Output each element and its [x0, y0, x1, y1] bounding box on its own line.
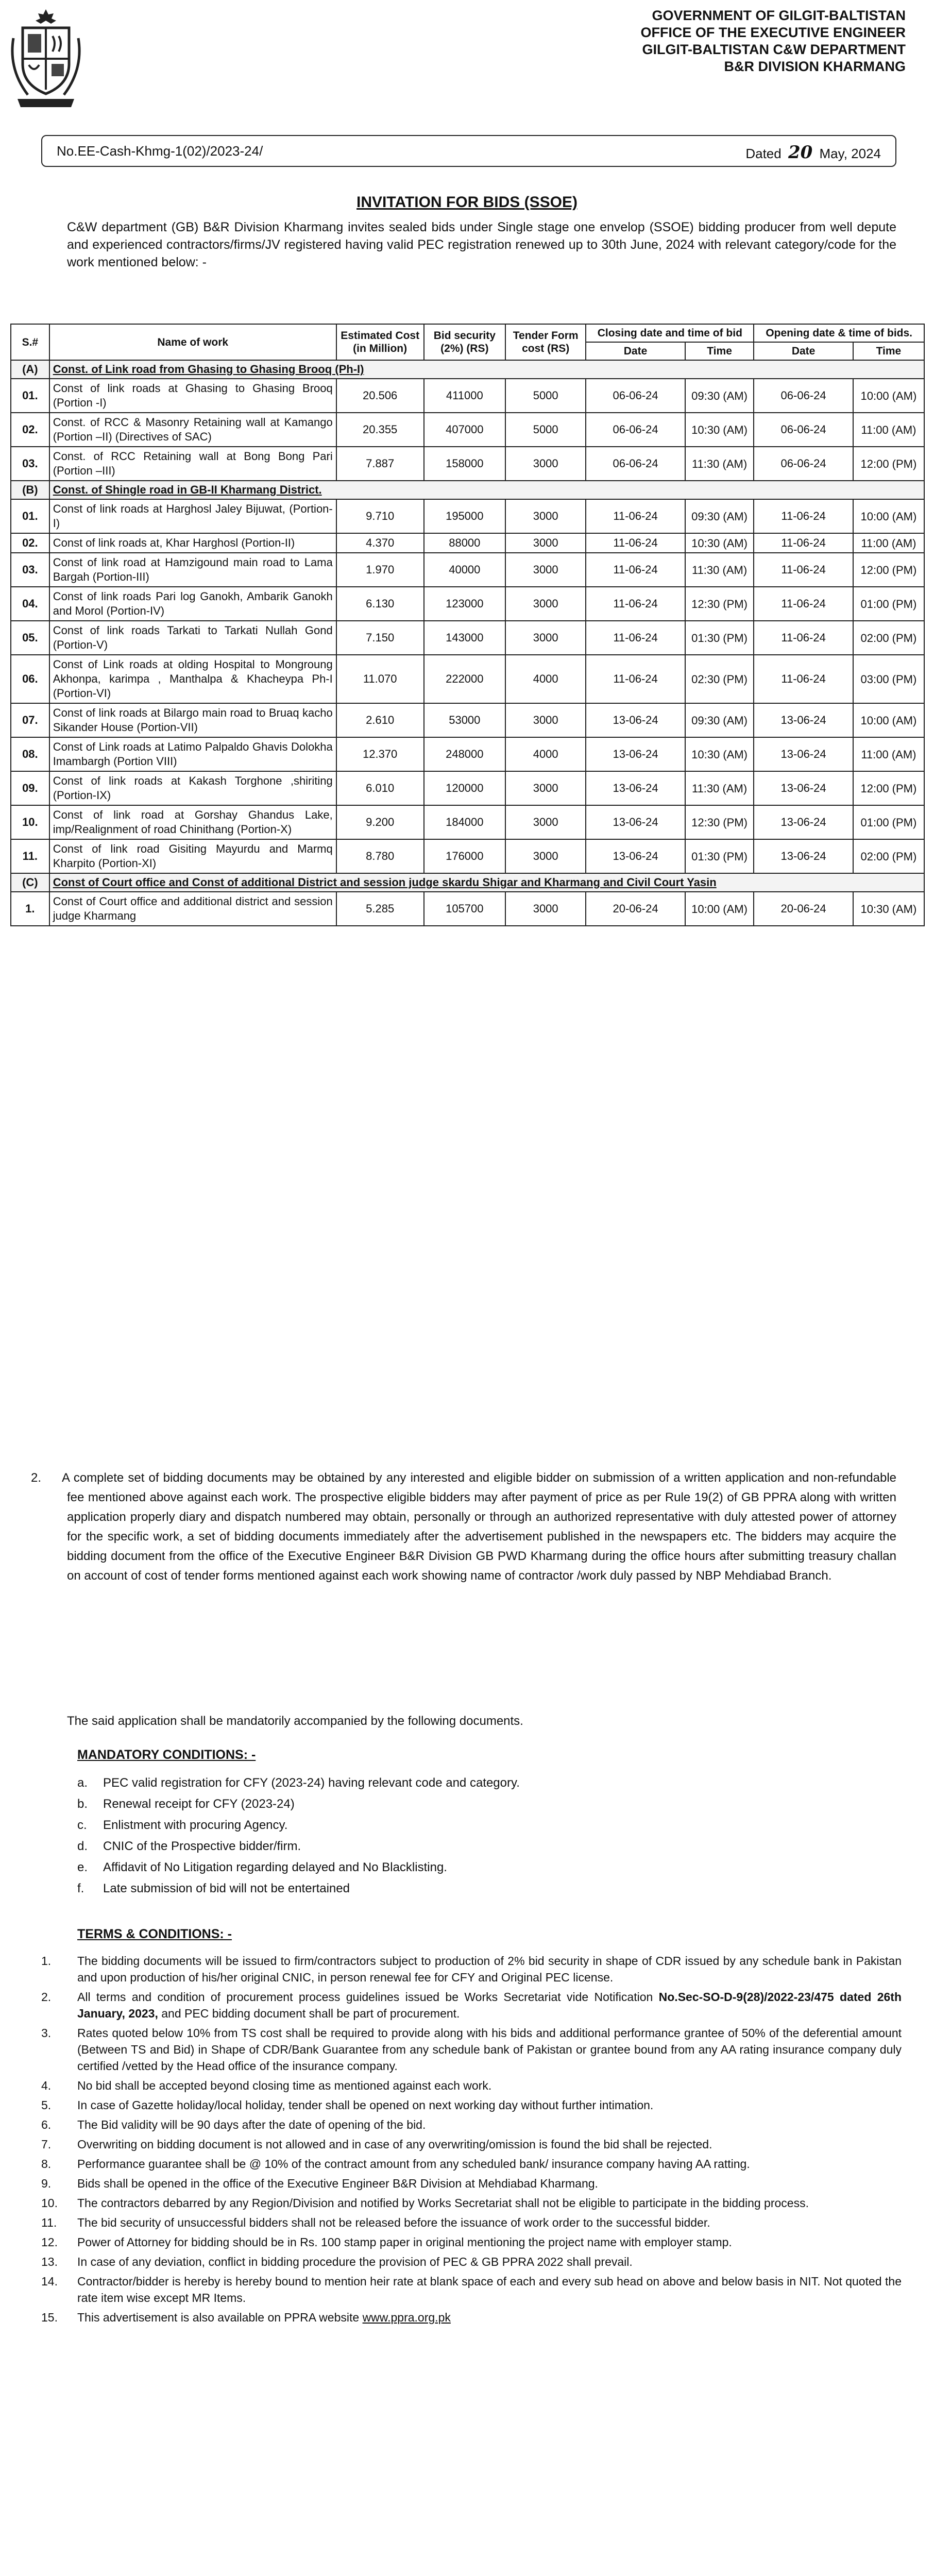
term-item	[41, 1953, 902, 1986]
term-text: The contractors debarred by any Region/Division and notified by Works Secretariat shall not be eligible to participate in the bidding process.	[77, 2196, 809, 2210]
cell-closing-time: 01:30 (PM)	[685, 839, 754, 873]
term-item	[41, 2234, 902, 2250]
list-item-text: Enlistment with procuring Agency.	[103, 1818, 288, 1832]
cell-cost: 5.285	[336, 892, 424, 926]
table-row	[11, 771, 924, 805]
term-text: In case of any deviation, conflict in bidding procedure the provision of PEC & GB PPRA 2022 shall prevail.	[77, 2255, 633, 2268]
list-item-marker: d.	[77, 1839, 88, 1853]
term-item	[41, 2077, 902, 2094]
term-number: 12.	[41, 2235, 58, 2249]
term-item	[41, 2214, 902, 2231]
cell-opening-time: 11:00 (AM)	[853, 737, 924, 771]
term-text-pre: This advertisement is also available on PPRA website	[77, 2311, 363, 2324]
govt-line: GOVERNMENT OF GILGIT-BALTISTAN	[652, 8, 906, 23]
cell-closing-date: 06-06-24	[586, 379, 685, 413]
table-row	[11, 737, 924, 771]
cell-opening-date: 13-06-24	[754, 737, 853, 771]
cell-fee: 3000	[505, 499, 586, 533]
cell-opening-time: 10:00 (AM)	[853, 703, 924, 737]
term-text: In case of Gazette holiday/local holiday, tender shall be opened on next working day without further intimation.	[77, 2098, 654, 2112]
office-line: OFFICE OF THE EXECUTIVE ENGINEER	[640, 25, 906, 40]
cell-opening-date: 13-06-24	[754, 805, 853, 839]
cell-work-name: Const of link roads Pari log Ganokh, Ambarik Ganokh and Morol (Portion-IV)	[49, 587, 336, 621]
paragraph-2-text: A complete set of bidding documents may be obtained by any interested and eligible bidder on submission of a written application and non-refundable fee mentioned above against each work. The prospective eligible bidders may after payment of price as per Rule 19(2) of GB PPRA along with written application properly diary and dispatch numbered may obtain, personally or through an authorized representative with duly attested power of attorney for the specific work, a set of bidding documents immediately after the advertisement published in the newspapers etc. The bidders may acquire the bidding document from the office of the Executive Engineer B&R Division GB PWD Kharmang during the office hours after submitting treasury challan on account of cost of tender forms mentioned against each work showing name of contractor /work duly passed by NBP Mehdiabad Branch.	[62, 1471, 896, 1583]
cell-security: 195000	[424, 499, 506, 533]
table-row	[11, 805, 924, 839]
dated-month-year: May, 2024	[819, 146, 881, 161]
cell-closing-time: 01:30 (PM)	[685, 621, 754, 655]
term-text: Overwriting on bidding document is not allowed and in case of any overwriting/omission is found the bid shall be rejected.	[77, 2138, 712, 2151]
cell-closing-date: 20-06-24	[586, 892, 685, 926]
cell-cost: 7.887	[336, 447, 424, 481]
cell-opening-time: 10:30 (AM)	[853, 892, 924, 926]
cell-closing-date: 11-06-24	[586, 533, 685, 553]
col-closing-time: Time	[685, 342, 754, 360]
cell-closing-date: 11-06-24	[586, 499, 685, 533]
cell-closing-date: 13-06-24	[586, 805, 685, 839]
cell-sno: 11.	[11, 839, 49, 873]
term-number: 7.	[41, 2138, 52, 2151]
cell-opening-time: 01:00 (PM)	[853, 587, 924, 621]
cell-work-name: Const of Link roads at olding Hospital to Mongroung Akhonpa, karimpa , Manthalpa & Khacheypa Ph-I (Portion-VI)	[49, 655, 336, 703]
cell-cost: 11.070	[336, 655, 424, 703]
cell-closing-time: 11:30 (AM)	[685, 771, 754, 805]
cell-work-name: Const. of RCC & Masonry Retaining wall at Kamango (Portion –II) (Directives of SAC)	[49, 413, 336, 447]
cell-sno: 05.	[11, 621, 49, 655]
cell-security: 143000	[424, 621, 506, 655]
term-number: 4.	[41, 2079, 52, 2092]
cell-opening-date: 06-06-24	[754, 379, 853, 413]
cell-sno: 03.	[11, 447, 49, 481]
cell-opening-date: 11-06-24	[754, 655, 853, 703]
cell-security: 222000	[424, 655, 506, 703]
cell-opening-time: 12:00 (PM)	[853, 553, 924, 587]
col-fee: Tender Form cost (RS)	[505, 324, 586, 360]
cell-closing-time: 10:30 (AM)	[685, 737, 754, 771]
cell-work-name: Const. of RCC Retaining wall at Bong Bong Pari (Portion –III)	[49, 447, 336, 481]
term-item	[41, 2253, 902, 2270]
term-text	[77, 2309, 902, 2326]
division-line: B&R DIVISION KHARMANG	[724, 59, 906, 74]
cell-closing-date: 11-06-24	[586, 553, 685, 587]
cell-closing-time: 10:30 (AM)	[685, 413, 754, 447]
works-table	[10, 324, 925, 926]
section-row	[11, 481, 924, 499]
cell-fee: 5000	[505, 413, 586, 447]
term-item	[41, 2309, 902, 2326]
cell-cost: 4.370	[336, 533, 424, 553]
works-table-body	[11, 360, 924, 926]
state-emblem-icon	[7, 7, 84, 110]
cell-security: 158000	[424, 447, 506, 481]
cell-fee: 3000	[505, 892, 586, 926]
term-item	[41, 2025, 902, 2074]
term-item	[41, 2195, 902, 2211]
cell-fee: 3000	[505, 553, 586, 587]
cell-opening-date: 11-06-24	[754, 553, 853, 587]
cell-closing-time: 10:00 (AM)	[685, 892, 754, 926]
date-line	[745, 142, 881, 163]
list-item	[77, 1878, 902, 1899]
cell-sno: 01.	[11, 499, 49, 533]
cell-closing-date: 11-06-24	[586, 587, 685, 621]
cell-closing-time: 11:30 (AM)	[685, 553, 754, 587]
cell-security: 411000	[424, 379, 506, 413]
cell-fee: 3000	[505, 839, 586, 873]
office-heading	[640, 7, 906, 75]
cell-closing-date: 06-06-24	[586, 413, 685, 447]
cell-sno: 1.	[11, 892, 49, 926]
cell-opening-date: 20-06-24	[754, 892, 853, 926]
cell-security: 105700	[424, 892, 506, 926]
list-item-text: CNIC of the Prospective bidder/firm.	[103, 1839, 301, 1853]
cell-sno: 08.	[11, 737, 49, 771]
section-label: (C)	[11, 873, 49, 892]
section-label: (B)	[11, 481, 49, 499]
term-number: 13.	[41, 2255, 58, 2268]
term-number: 2.	[41, 1990, 52, 2004]
cell-opening-time: 12:00 (PM)	[853, 771, 924, 805]
cell-security: 248000	[424, 737, 506, 771]
term-text: The bid security of unsuccessful bidders shall not be released before the issuance of work order to the successful bidder.	[77, 2216, 710, 2229]
cell-closing-date: 13-06-24	[586, 737, 685, 771]
cell-fee: 3000	[505, 533, 586, 553]
cell-cost: 12.370	[336, 737, 424, 771]
cell-opening-date: 06-06-24	[754, 447, 853, 481]
cell-cost: 20.506	[336, 379, 424, 413]
list-item-text: PEC valid registration for CFY (2023-24) having relevant code and category.	[103, 1776, 520, 1790]
cell-opening-time: 10:00 (AM)	[853, 379, 924, 413]
cell-fee: 4000	[505, 737, 586, 771]
table-row	[11, 447, 924, 481]
term-item	[41, 2136, 902, 2153]
terms-list	[41, 1953, 902, 2329]
list-item-marker: f.	[77, 1882, 84, 1895]
cell-opening-date: 11-06-24	[754, 499, 853, 533]
list-item-marker: e.	[77, 1860, 88, 1874]
term-item	[41, 2116, 902, 2133]
cell-closing-time: 12:30 (PM)	[685, 805, 754, 839]
cell-fee: 3000	[505, 621, 586, 655]
cell-fee: 3000	[505, 447, 586, 481]
term-item	[41, 2273, 902, 2306]
mandatory-heading: MANDATORY CONDITIONS: -	[77, 1748, 256, 1762]
table-row	[11, 892, 924, 926]
cell-security: 120000	[424, 771, 506, 805]
ppra-website-link[interactable]: www.ppra.org.pk	[362, 2311, 451, 2324]
table-row	[11, 379, 924, 413]
cell-work-name: Const of link roads at Ghasing to Ghasing Brooq (Portion -I)	[49, 379, 336, 413]
list-item-text: Affidavit of No Litigation regarding delayed and No Blacklisting.	[103, 1860, 447, 1874]
cell-opening-date: 11-06-24	[754, 587, 853, 621]
cell-fee: 5000	[505, 379, 586, 413]
cell-work-name: Const of link road Gisiting Mayurdu and Marmq Kharpito (Portion-XI)	[49, 839, 336, 873]
paragraph-2-number: 2.	[31, 1471, 42, 1485]
term-item	[41, 1989, 902, 2022]
list-item-text: Late submission of bid will not be entertained	[103, 1882, 350, 1895]
term-number: 5.	[41, 2098, 52, 2112]
cell-closing-date: 13-06-24	[586, 839, 685, 873]
table-row	[11, 839, 924, 873]
cell-opening-date: 13-06-24	[754, 839, 853, 873]
table-row	[11, 703, 924, 737]
cell-security: 184000	[424, 805, 506, 839]
cell-opening-time: 02:00 (PM)	[853, 839, 924, 873]
table-row	[11, 655, 924, 703]
list-item	[77, 1793, 902, 1815]
term-number: 1.	[41, 1954, 52, 1968]
term-number: 11.	[41, 2216, 57, 2229]
term-number: 14.	[41, 2275, 58, 2288]
cell-closing-time: 12:30 (PM)	[685, 587, 754, 621]
table-row	[11, 553, 924, 587]
cell-closing-time: 02:30 (PM)	[685, 655, 754, 703]
cell-cost: 2.610	[336, 703, 424, 737]
cell-closing-time: 09:30 (AM)	[685, 499, 754, 533]
term-item	[41, 2097, 902, 2113]
notification-reference: No.Sec-SO-D-9(28)/2022-23/475 dated 26th January, 2023,	[77, 1990, 902, 2020]
list-item	[77, 1857, 902, 1878]
cell-sno: 03.	[11, 553, 49, 587]
term-number: 3.	[41, 2026, 52, 2040]
cell-sno: 01.	[11, 379, 49, 413]
cell-closing-time: 09:30 (AM)	[685, 703, 754, 737]
term-number: 10.	[41, 2196, 58, 2210]
col-opening: Opening date & time of bids.	[754, 324, 924, 342]
cell-opening-time: 12:00 (PM)	[853, 447, 924, 481]
col-sno: S.#	[11, 324, 49, 360]
cell-work-name: Const of link road at Hamzigound main road to Lama Bargah (Portion-III)	[49, 553, 336, 587]
term-text: The bidding documents will be issued to firm/contractors subject to production of 2% bid security in shape of CDR issued by any schedule bank in Pakistan and upon production of his/her original CNIC, in person renewal fee for CFY and Original PEC license.	[77, 1954, 902, 1984]
cell-security: 123000	[424, 587, 506, 621]
mandatory-list	[77, 1772, 902, 1899]
cell-work-name: Const of Link roads at Latimo Palpaldo Ghavis Dolokha Imambargh (Portion VIII)	[49, 737, 336, 771]
cell-fee: 4000	[505, 655, 586, 703]
cell-cost: 9.710	[336, 499, 424, 533]
cell-closing-time: 09:30 (AM)	[685, 379, 754, 413]
cell-fee: 3000	[505, 805, 586, 839]
cell-fee: 3000	[505, 771, 586, 805]
cell-cost: 8.780	[336, 839, 424, 873]
cell-work-name: Const of link roads Tarkati to Tarkati Nullah Gond (Portion-V)	[49, 621, 336, 655]
term-number: 9.	[41, 2177, 52, 2190]
table-row	[11, 621, 924, 655]
term-text: Performance guarantee shall be @ 10% of the contract amount from any scheduled bank/ insurance company having AA ratting.	[77, 2157, 750, 2171]
cell-security: 407000	[424, 413, 506, 447]
table-row	[11, 413, 924, 447]
list-item-marker: c.	[77, 1818, 87, 1832]
cell-opening-time: 11:00 (AM)	[853, 533, 924, 553]
cell-fee: 3000	[505, 587, 586, 621]
intro-paragraph: C&W department (GB) B&R Division Kharmang invites sealed bids under Single stage one envelop (SSOE) bidding producer from well depute and experienced contractors/firms/JV registered having valid PEC registration renewed up to 30th June, 2024 with relevant category/code for the work mentioned below: -	[67, 220, 896, 269]
col-opening-time: Time	[853, 342, 924, 360]
section-title: Const. of Link road from Ghasing to Ghasing Brooq (Ph-I)	[49, 360, 924, 379]
cell-opening-time: 11:00 (AM)	[853, 413, 924, 447]
term-number: 8.	[41, 2157, 52, 2171]
cell-security: 53000	[424, 703, 506, 737]
reference-box	[41, 135, 896, 167]
cell-sno: 02.	[11, 533, 49, 553]
list-item-marker: a.	[77, 1776, 88, 1790]
cell-security: 40000	[424, 553, 506, 587]
section-row	[11, 360, 924, 379]
cell-opening-time: 01:00 (PM)	[853, 805, 924, 839]
cell-closing-date: 13-06-24	[586, 771, 685, 805]
list-item	[77, 1836, 902, 1857]
list-item	[77, 1815, 902, 1836]
term-number: 6.	[41, 2118, 52, 2131]
term-text: The Bid validity will be 90 days after the date of opening of the bid.	[77, 2118, 426, 2131]
cell-cost: 7.150	[336, 621, 424, 655]
paragraph-2	[31, 1468, 896, 1586]
section-label: (A)	[11, 360, 49, 379]
term-number: 15.	[41, 2311, 58, 2324]
cell-opening-date: 06-06-24	[754, 413, 853, 447]
section-row	[11, 873, 924, 892]
cell-opening-date: 13-06-24	[754, 703, 853, 737]
term-item	[41, 2175, 902, 2192]
list-item	[77, 1772, 902, 1793]
department-line: GILGIT-BALTISTAN C&W DEPARTMENT	[642, 42, 906, 57]
section-title: Const of Court office and Const of additional District and session judge skardu Shigar and Kharmang and Civil Court Yasin	[49, 873, 924, 892]
cell-sno: 09.	[11, 771, 49, 805]
dated-label: Dated	[745, 146, 782, 161]
cell-opening-time: 03:00 (PM)	[853, 655, 924, 703]
cell-work-name: Const of Court office and additional district and session judge Kharmang	[49, 892, 336, 926]
terms-heading: TERMS & CONDITIONS: -	[77, 1927, 232, 1941]
cell-opening-time: 10:00 (AM)	[853, 499, 924, 533]
notice-title: INVITATION FOR BIDS (SSOE)	[356, 194, 578, 211]
paragraph-3: The said application shall be mandatorily accompanied by the following documents.	[67, 1714, 523, 1728]
cell-cost: 6.010	[336, 771, 424, 805]
cell-cost: 1.970	[336, 553, 424, 587]
cell-cost: 20.355	[336, 413, 424, 447]
cell-closing-time: 11:30 (AM)	[685, 447, 754, 481]
term-text: Power of Attorney for bidding should be in Rs. 100 stamp paper in original mentioning the project name with employer stamp.	[77, 2235, 732, 2249]
cell-closing-date: 11-06-24	[586, 621, 685, 655]
col-security: Bid security (2%) (RS)	[424, 324, 506, 360]
term-text: Rates quoted below 10% from TS cost shall be required to provide along with his bids and additional performance grantee of 50% of the deferential amount (Between TS and Bid) in Shape of CDR/Bank Guarantee from any schedule bank of Pakistan or grantee bound from any AA rating insurance company duly certified /vetted by the Head office of the insurance company.	[77, 2026, 902, 2073]
col-closing-date: Date	[586, 342, 685, 360]
cell-work-name: Const of link roads at Harghosl Jaley Bijuwat, (Portion-I)	[49, 499, 336, 533]
cell-closing-date: 11-06-24	[586, 655, 685, 703]
term-text-post: and PEC bidding document shall be part of procurement.	[158, 2007, 460, 2020]
table-row	[11, 499, 924, 533]
cell-opening-time: 02:00 (PM)	[853, 621, 924, 655]
cell-work-name: Const of link road at Gorshay Ghandus Lake, imp/Realignment of road Chinithang (Portion-X)	[49, 805, 336, 839]
term-item	[41, 2156, 902, 2172]
list-item-text: Renewal receipt for CFY (2023-24)	[103, 1797, 295, 1811]
cell-opening-date: 11-06-24	[754, 621, 853, 655]
cell-sno: 02.	[11, 413, 49, 447]
table-row	[11, 533, 924, 553]
section-title: Const. of Shingle road in GB-II Kharmang District.	[49, 481, 924, 499]
cell-closing-date: 06-06-24	[586, 447, 685, 481]
cell-work-name: Const of link roads at Kakash Torghone ,shiriting (Portion-IX)	[49, 771, 336, 805]
cell-cost: 6.130	[336, 587, 424, 621]
reference-number: No.EE-Cash-Khmg-1(02)/2023-24/	[57, 143, 263, 159]
term-text: Contractor/bidder is hereby is hereby bound to mention heir rate at blank space of each and every sub head on above and below basis in NIT. Not quoted the rate item wise except MR Items.	[77, 2275, 902, 2304]
cell-opening-date: 13-06-24	[754, 771, 853, 805]
cell-sno: 06.	[11, 655, 49, 703]
cell-security: 88000	[424, 533, 506, 553]
term-text-pre: All terms and condition of procurement process guidelines issued be Works Secretariat vide Notification	[77, 1990, 659, 2004]
cell-work-name: Const of link roads at, Khar Harghosl (Portion-II)	[49, 533, 336, 553]
cell-sno: 10.	[11, 805, 49, 839]
table-row	[11, 587, 924, 621]
col-name: Name of work	[49, 324, 336, 360]
cell-cost: 9.200	[336, 805, 424, 839]
term-text: Bids shall be opened in the office of the Executive Engineer B&R Division at Mehdiabad Kharmang.	[77, 2177, 598, 2190]
dated-day: 20	[788, 142, 813, 163]
cell-security: 176000	[424, 839, 506, 873]
cell-closing-time: 10:30 (AM)	[685, 533, 754, 553]
cell-opening-date: 11-06-24	[754, 533, 853, 553]
cell-work-name: Const of link roads at Bilargo main road to Bruaq kacho Sikander House (Portion-VII)	[49, 703, 336, 737]
cell-sno: 04.	[11, 587, 49, 621]
term-text: No bid shall be accepted beyond closing time as mentioned against each work.	[77, 2079, 492, 2092]
cell-fee: 3000	[505, 703, 586, 737]
col-opening-date: Date	[754, 342, 853, 360]
cell-closing-date: 13-06-24	[586, 703, 685, 737]
col-closing: Closing date and time of bid	[586, 324, 754, 342]
list-item-marker: b.	[77, 1797, 88, 1811]
col-cost: Estimated Cost (in Million)	[336, 324, 424, 360]
cell-sno: 07.	[11, 703, 49, 737]
term-text	[77, 1989, 902, 2022]
